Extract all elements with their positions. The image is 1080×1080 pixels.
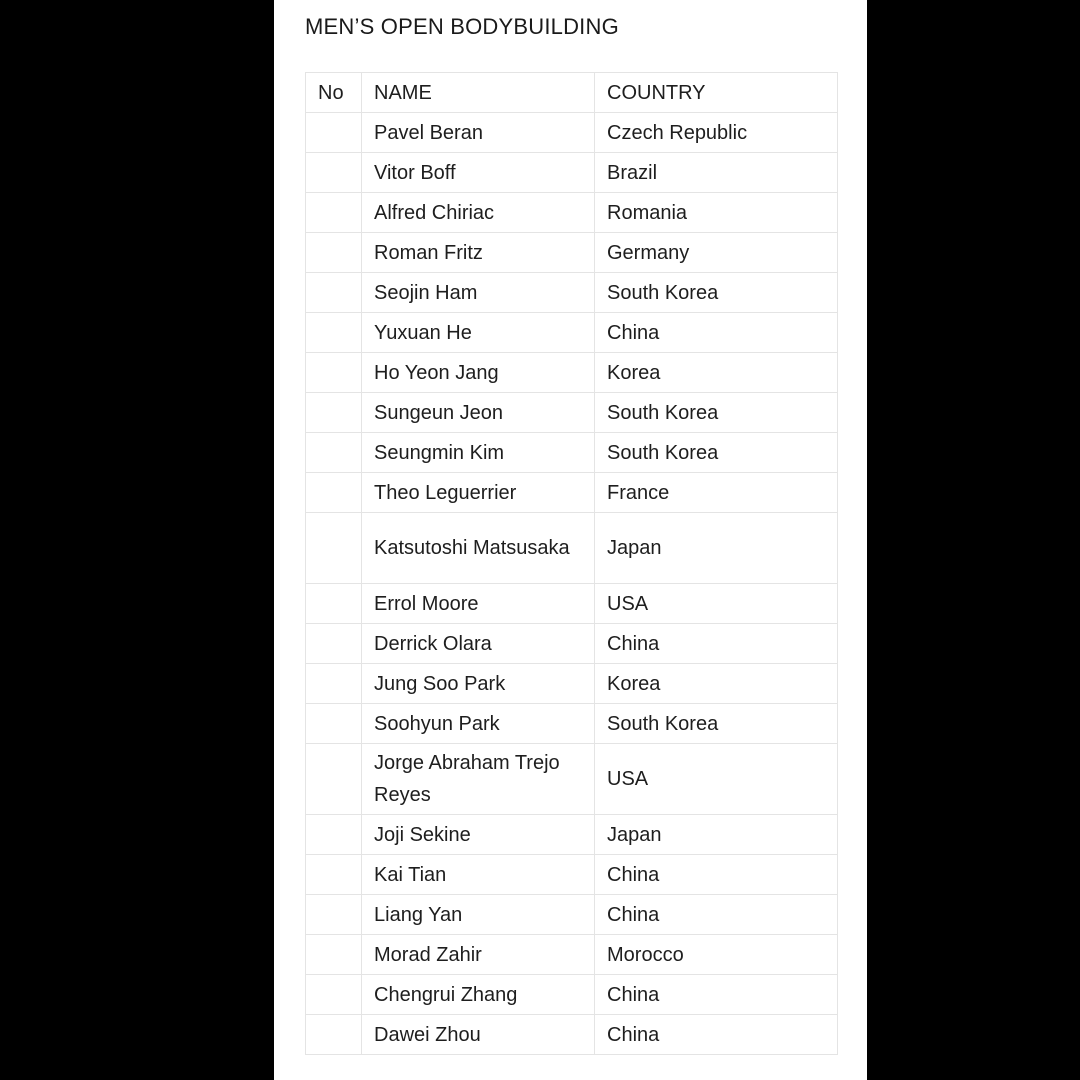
cell-no — [306, 744, 362, 815]
cell-no — [306, 273, 362, 313]
cell-no — [306, 433, 362, 473]
cell-country: China — [595, 313, 838, 353]
table-row — [306, 353, 838, 393]
table-row — [306, 273, 838, 313]
cell-country: China — [595, 975, 838, 1015]
cell-name: Vitor Boff — [362, 153, 595, 193]
cell-name: Morad Zahir — [362, 935, 595, 975]
cell-no — [306, 353, 362, 393]
table-row — [306, 393, 838, 433]
cell-name: Seungmin Kim — [362, 433, 595, 473]
column-header-name: NAME — [362, 73, 595, 113]
table-row — [306, 473, 838, 513]
cell-country: South Korea — [595, 704, 838, 744]
cell-no — [306, 1015, 362, 1055]
cell-no — [306, 935, 362, 975]
cell-country: China — [595, 895, 838, 935]
cell-name: Joji Sekine — [362, 815, 595, 855]
cell-no — [306, 153, 362, 193]
cell-name: Ho Yeon Jang — [362, 353, 595, 393]
cell-no — [306, 975, 362, 1015]
cell-name: Dawei Zhou — [362, 1015, 595, 1055]
cell-country: Korea — [595, 353, 838, 393]
cell-country: Japan — [595, 513, 838, 584]
cell-no — [306, 895, 362, 935]
cell-name: Pavel Beran — [362, 113, 595, 153]
cell-no — [306, 393, 362, 433]
table-row — [306, 704, 838, 744]
cell-no — [306, 513, 362, 584]
cell-country: China — [595, 624, 838, 664]
cell-no — [306, 233, 362, 273]
table-row — [306, 935, 838, 975]
cell-country: Morocco — [595, 935, 838, 975]
cell-country: China — [595, 1015, 838, 1055]
cell-name: Jorge Abraham Trejo Reyes — [362, 744, 595, 815]
cell-country: USA — [595, 744, 838, 815]
cell-country: USA — [595, 584, 838, 624]
cell-name: Soohyun Park — [362, 704, 595, 744]
cell-country: Brazil — [595, 153, 838, 193]
table-row — [306, 855, 838, 895]
table-row — [306, 233, 838, 273]
cell-country: Japan — [595, 815, 838, 855]
cell-country: South Korea — [595, 393, 838, 433]
cell-name: Kai Tian — [362, 855, 595, 895]
cell-name: Katsutoshi Matsusaka — [362, 513, 595, 584]
cell-no — [306, 473, 362, 513]
cell-name: Roman Fritz — [362, 233, 595, 273]
cell-country: China — [595, 855, 838, 895]
table-row — [306, 744, 838, 815]
cell-country: South Korea — [595, 273, 838, 313]
document-page — [274, 0, 867, 1080]
cell-name: Theo Leguerrier — [362, 473, 595, 513]
cell-country: Korea — [595, 664, 838, 704]
table-row — [306, 624, 838, 664]
table-row — [306, 1015, 838, 1055]
cell-name: Seojin Ham — [362, 273, 595, 313]
cell-country: Romania — [595, 193, 838, 233]
cell-country: Czech Republic — [595, 113, 838, 153]
column-header-country: COUNTRY — [595, 73, 838, 113]
cell-no — [306, 193, 362, 233]
competitor-table — [305, 72, 838, 1055]
cell-no — [306, 664, 362, 704]
cell-country: South Korea — [595, 433, 838, 473]
cell-no — [306, 855, 362, 895]
cell-no — [306, 704, 362, 744]
table-header-row — [306, 73, 838, 113]
table-row — [306, 313, 838, 353]
table-row — [306, 895, 838, 935]
cell-no — [306, 113, 362, 153]
cell-no — [306, 624, 362, 664]
document-title: MEN’S OPEN BODYBUILDING — [305, 14, 619, 39]
cell-name: Sungeun Jeon — [362, 393, 595, 433]
cell-country: Germany — [595, 233, 838, 273]
table-row — [306, 975, 838, 1015]
table-row — [306, 433, 838, 473]
cell-name: Errol Moore — [362, 584, 595, 624]
cell-name: Yuxuan He — [362, 313, 595, 353]
cell-name: Jung Soo Park — [362, 664, 595, 704]
cell-name: Liang Yan — [362, 895, 595, 935]
cell-no — [306, 313, 362, 353]
table-row — [306, 153, 838, 193]
table-row — [306, 815, 838, 855]
cell-no — [306, 815, 362, 855]
cell-no — [306, 584, 362, 624]
cell-name: Chengrui Zhang — [362, 975, 595, 1015]
table-row — [306, 664, 838, 704]
table-row — [306, 584, 838, 624]
table-row — [306, 193, 838, 233]
table-row — [306, 513, 838, 584]
cell-name: Derrick Olara — [362, 624, 595, 664]
cell-country: France — [595, 473, 838, 513]
cell-name: Alfred Chiriac — [362, 193, 595, 233]
table-row — [306, 113, 838, 153]
column-header-no: No — [306, 73, 362, 113]
